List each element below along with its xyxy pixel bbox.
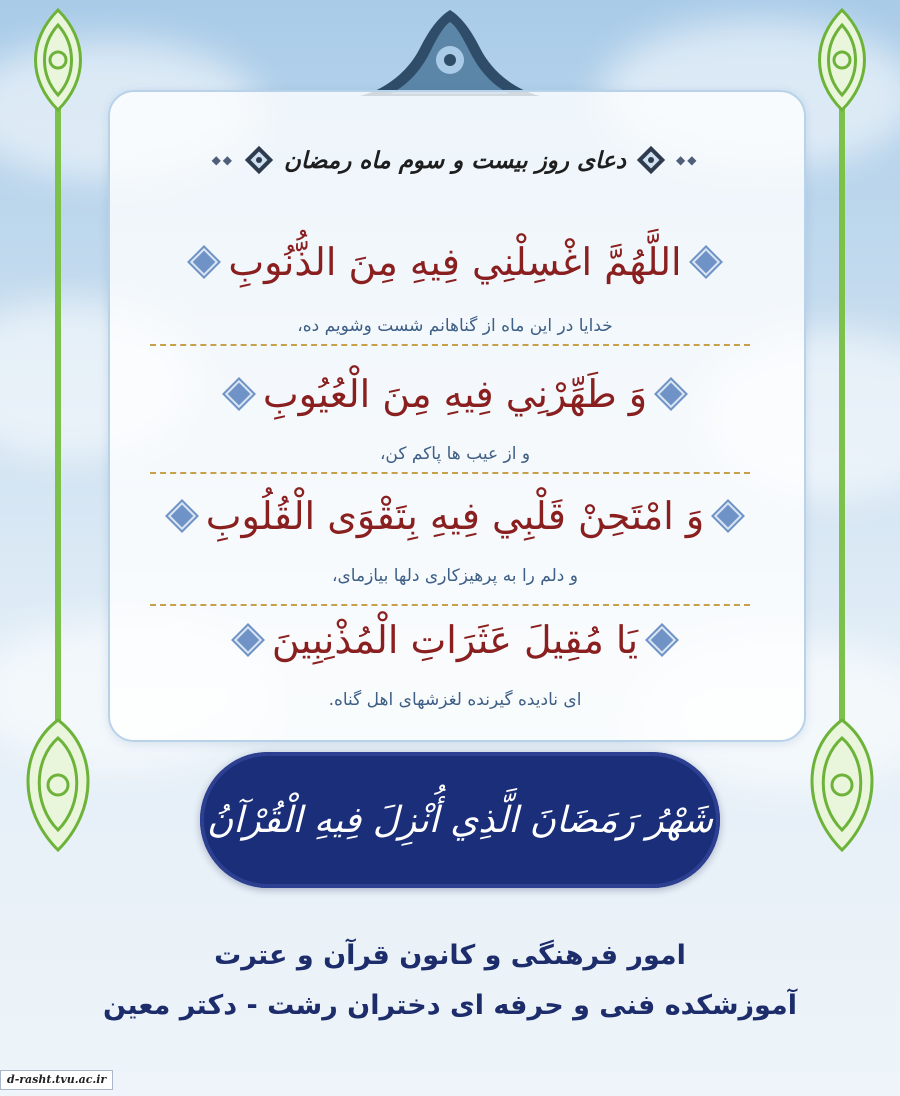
star-ornament-icon (636, 145, 666, 175)
verse-translation: و از عیب ها پاکم کن، (379, 444, 531, 464)
diamond-bullet-icon (190, 248, 218, 276)
page-title: دعای روز بیست و سوم ماه رمضان (284, 146, 626, 174)
diamond-bullet-icon (234, 626, 262, 654)
verse-translation: خدایا در این ماه از گناهانم شست وشویم ده، (297, 316, 613, 336)
verse-line (120, 232, 790, 292)
footer-line-1: امور فرهنگی و کانون قرآن و عترت (214, 940, 686, 971)
verse-arabic: اللَّهُمَّ اغْسِلْنِي فِيهِ مِنَ الذُّنُوبِ (228, 240, 682, 284)
diamond-bullet-icon (225, 380, 253, 408)
separator (150, 604, 750, 606)
footer-line-2: آموزشکده فنی و حرفه ای دختران رشت - دکتر معین (103, 990, 797, 1021)
dots-ornament-icon: ◆◆ (211, 153, 235, 167)
diamond-bullet-icon (168, 502, 196, 530)
site-url: d-rasht.tvu.ac.ir (0, 1070, 113, 1090)
dots-ornament-icon: ◆◆ (675, 153, 699, 167)
separator (150, 344, 750, 346)
calligraphy-banner (200, 752, 720, 888)
diamond-bullet-icon (657, 380, 685, 408)
dome-ornament-icon (360, 8, 540, 98)
verse-line (120, 610, 790, 670)
verse-arabic: وَ طَهِّرْنِي فِيهِ مِنَ الْعُيُوبِ (262, 372, 648, 416)
diamond-bullet-icon (714, 502, 742, 530)
verse-line (120, 364, 790, 424)
star-ornament-icon (244, 145, 274, 175)
verse-arabic: يَا مُقِيلَ عَثَرَاتِ الْمُذْنِبِينَ (271, 618, 639, 662)
verse-arabic: وَ امْتَحِنْ قَلْبِي فِيهِ بِتَقْوَى الْقُلُوبِ (205, 494, 705, 538)
vine-ornament-icon (802, 0, 882, 880)
verse-line (120, 486, 790, 546)
diamond-bullet-icon (691, 248, 719, 276)
verse-translation: و دلم را به پرهیزکاری دلها بیازمای، (332, 566, 578, 586)
title-row (108, 140, 802, 180)
diamond-bullet-icon (648, 626, 676, 654)
banner-calligraphy: شَهْرُ رَمَضَانَ الَّذِي أُنْزِلَ فِيهِ الْقُرْآنُ (206, 799, 714, 841)
verse-translation: ای نادیده گیرنده لغزشهای اهل گناه. (328, 690, 582, 710)
vine-ornament-icon (18, 0, 98, 880)
separator (150, 472, 750, 474)
